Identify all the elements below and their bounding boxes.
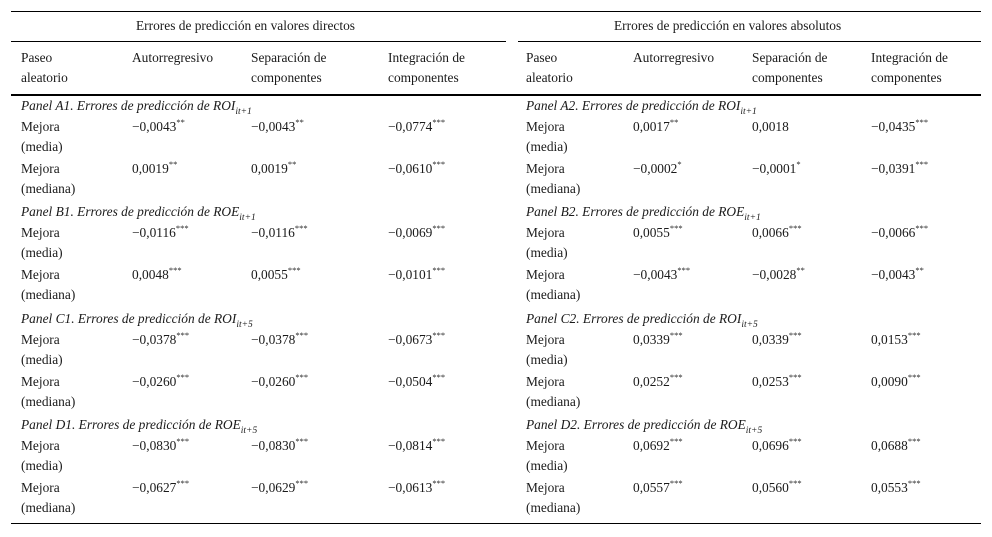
row-label: Mejora (mediana)	[526, 161, 581, 196]
row-label: Mejora (mediana)	[526, 480, 581, 515]
panel-title: Panel C1. Errores de predicción de $ROI_{it+5}$	[21, 311, 253, 330]
row-label: Mejora (mediana)	[526, 374, 581, 409]
panel-title: Panel D2. Errores de predicción de $ROE_{it+5}$	[526, 417, 763, 436]
significance-stars: ***	[907, 436, 921, 446]
table-cell: 0,0055***	[633, 223, 683, 240]
significance-stars: ***	[907, 330, 921, 340]
significance-stars: ***	[788, 223, 802, 233]
panel-title: Panel C2. Errores de predicción de $ROI_{it+5}$	[526, 311, 758, 330]
table-cell: 0,0066***	[752, 223, 802, 240]
table-cell: 0,0557***	[633, 478, 683, 495]
table-cell: −0,0830***	[251, 436, 309, 453]
panel-title: Panel A1. Errores de predicción de $ROI_{it+1}$	[21, 98, 252, 117]
table-cell: 0,0090***	[871, 372, 921, 389]
group-header-rule-right	[518, 41, 981, 42]
significance-stars: ***	[168, 265, 182, 275]
table-cell: 0,0017**	[633, 117, 679, 134]
significance-stars: ***	[432, 478, 446, 488]
table-cell: −0,0830***	[132, 436, 190, 453]
significance-stars: ***	[907, 478, 921, 488]
significance-stars: ***	[669, 223, 683, 233]
panel-title-subscript: it+1	[235, 107, 252, 117]
table-cell: −0,0378***	[132, 330, 190, 347]
column-header: Autorregresivo	[633, 50, 715, 65]
table-cell: 0,0019**	[251, 159, 297, 176]
table-cell: −0,0378***	[251, 330, 309, 347]
table-cell: −0,0069***	[388, 223, 446, 240]
significance-stars: ***	[669, 478, 683, 488]
significance-stars: ***	[294, 223, 308, 233]
table-cell: −0,0043**	[871, 265, 924, 282]
table-cell: −0,0002*	[633, 159, 682, 176]
table-cell: −0,0814***	[388, 436, 446, 453]
table-cell: 0,0696***	[752, 436, 802, 453]
panel-title-subscript: it+1	[239, 213, 256, 223]
row-label: Mejora (media)	[526, 332, 568, 367]
panel-title: Panel D1. Errores de predicción de $ROE_{it+5}$	[21, 417, 258, 436]
significance-stars: ***	[176, 330, 190, 340]
significance-stars: ***	[677, 265, 691, 275]
significance-stars: ***	[788, 372, 802, 382]
significance-stars: ***	[788, 436, 802, 446]
table-cell: 0,0048***	[132, 265, 182, 282]
table-cell: 0,0253***	[752, 372, 802, 389]
row-label: Mejora (mediana)	[21, 480, 76, 515]
top-rule	[11, 11, 981, 12]
significance-stars: ***	[432, 117, 446, 127]
significance-stars: ***	[176, 372, 190, 382]
group-header-left: Errores de predicción en valores directos	[136, 18, 355, 33]
panel-title: Panel B1. Errores de predicción de $ROE_{it+1}$	[21, 204, 256, 223]
column-header: Separación de componentes	[251, 50, 327, 85]
group-header-rule-left	[11, 41, 506, 42]
significance-stars: ***	[175, 223, 189, 233]
table-cell: 0,0153***	[871, 330, 921, 347]
significance-stars: ***	[915, 159, 929, 169]
row-label: Mejora (mediana)	[21, 161, 76, 196]
significance-stars: ***	[669, 330, 683, 340]
table-cell: −0,0260***	[251, 372, 309, 389]
row-label: Mejora (mediana)	[21, 267, 76, 302]
significance-stars: ***	[432, 159, 446, 169]
significance-stars: ***	[432, 330, 446, 340]
column-header: Paseo aleatorio	[526, 50, 573, 85]
column-header: Separación de componentes	[752, 50, 828, 85]
significance-stars: *	[796, 159, 801, 169]
table-cell: −0,0043**	[132, 117, 185, 134]
column-header: Integración de componentes	[871, 50, 948, 85]
table-cell: 0,0252***	[633, 372, 683, 389]
table-cell: −0,0613***	[388, 478, 446, 495]
table-cell: 0,0339***	[752, 330, 802, 347]
significance-stars: ***	[295, 372, 309, 382]
significance-stars: ***	[915, 223, 929, 233]
table-cell: −0,0066***	[871, 223, 929, 240]
table-cell: 0,0688***	[871, 436, 921, 453]
significance-stars: ***	[176, 478, 190, 488]
row-label: Mejora (media)	[21, 438, 63, 473]
table-cell: −0,0028**	[752, 265, 805, 282]
table-cell: −0,0043***	[633, 265, 691, 282]
significance-stars: ***	[669, 372, 683, 382]
significance-stars: **	[796, 265, 805, 275]
significance-stars: ***	[432, 372, 446, 382]
table-cell: −0,0673***	[388, 330, 446, 347]
table-cell: −0,0101***	[388, 265, 446, 282]
column-header: Integración de componentes	[388, 50, 465, 85]
row-label: Mejora (mediana)	[21, 374, 76, 409]
table-cell: −0,0504***	[388, 372, 446, 389]
table-cell: −0,0774***	[388, 117, 446, 134]
row-label: Mejora (mediana)	[526, 267, 581, 302]
significance-stars: **	[168, 159, 178, 169]
row-label: Mejora (media)	[526, 119, 568, 154]
significance-stars: **	[176, 117, 185, 127]
significance-stars: ***	[788, 330, 802, 340]
panel-title-subscript: it+5	[240, 426, 258, 436]
column-header: Autorregresivo	[132, 50, 214, 65]
significance-stars: **	[287, 159, 297, 169]
table-cell: −0,0627***	[132, 478, 190, 495]
significance-stars: **	[295, 117, 304, 127]
table-cell: 0,0018	[752, 119, 789, 134]
table-cell: 0,0055***	[251, 265, 301, 282]
panel-title: Panel A2. Errores de predicción de $ROI_{it+1}$	[526, 98, 757, 117]
table-cell: 0,0339***	[633, 330, 683, 347]
row-label: Mejora (media)	[526, 225, 568, 260]
panel-title: Panel B2. Errores de predicción de $ROE_{it+1}$	[526, 204, 761, 223]
row-label: Mejora (media)	[21, 225, 63, 260]
significance-stars: ***	[432, 223, 446, 233]
significance-stars: **	[915, 265, 924, 275]
table-cell: −0,0043**	[251, 117, 304, 134]
table-cell: −0,0116***	[132, 223, 189, 240]
significance-stars: ***	[295, 478, 309, 488]
significance-stars: **	[669, 117, 679, 127]
panel-title-subscript: it+1	[740, 107, 757, 117]
row-label: Mejora (media)	[21, 119, 63, 154]
panel-title-subscript: it+5	[745, 426, 763, 436]
significance-stars: ***	[432, 265, 446, 275]
row-label: Mejora (media)	[21, 332, 63, 367]
significance-stars: ***	[176, 436, 190, 446]
table-cell: −0,0610***	[388, 159, 446, 176]
significance-stars: ***	[287, 265, 301, 275]
table-cell: 0,0560***	[752, 478, 802, 495]
bottom-rule	[11, 523, 981, 524]
panel-title-subscript: it+5	[741, 320, 758, 330]
column-header: Paseo aleatorio	[21, 50, 68, 85]
table-cell: 0,0692***	[633, 436, 683, 453]
table-cell: −0,0001*	[752, 159, 801, 176]
table-cell: −0,0629***	[251, 478, 309, 495]
table-cell: −0,0116***	[251, 223, 308, 240]
panel-title-subscript: it+5	[236, 320, 253, 330]
significance-stars: ***	[295, 436, 309, 446]
group-header-right: Errores de predicción en valores absolutos	[614, 18, 842, 33]
significance-stars: ***	[915, 117, 929, 127]
table-cell: −0,0435***	[871, 117, 929, 134]
table-cell: −0,0260***	[132, 372, 190, 389]
panel-title-subscript: it+1	[744, 213, 761, 223]
significance-stars: ***	[788, 478, 802, 488]
row-label: Mejora (media)	[526, 438, 568, 473]
table-cell: 0,0019**	[132, 159, 178, 176]
table-cell: −0,0391***	[871, 159, 929, 176]
significance-stars: ***	[907, 372, 921, 382]
significance-stars: ***	[295, 330, 309, 340]
significance-stars: ***	[432, 436, 446, 446]
significance-stars: *	[677, 159, 682, 169]
table-cell: 0,0553***	[871, 478, 921, 495]
significance-stars: ***	[669, 436, 683, 446]
